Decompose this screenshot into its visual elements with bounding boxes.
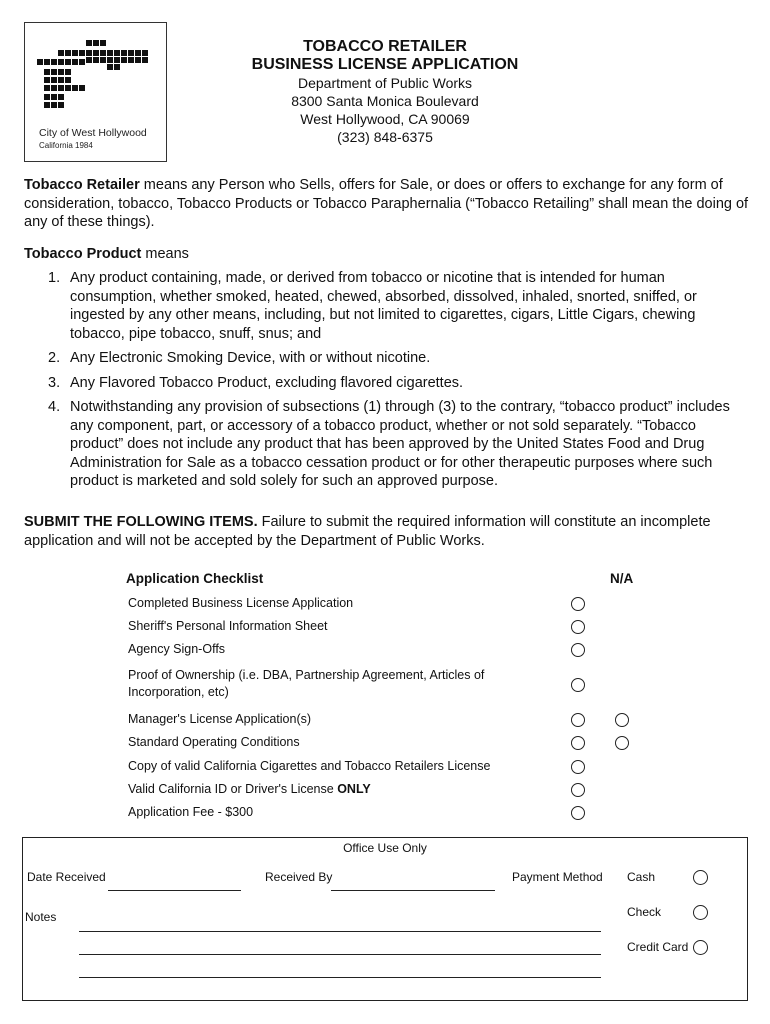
retailer-text: means any Person who Sells, offers for Sale, or does or offers to exchange for any form of consideration, tobacco, Tobacco Products or Tobacco Paraphernalia (“Tobacco Retailing” shall mean the doing of any of these things). (24, 177, 749, 230)
tobacco-product-definition (24, 245, 749, 264)
na-radio[interactable] (615, 736, 629, 750)
city-address: West Hollywood, CA 90069 (300, 111, 470, 127)
checklist-item-label-cont: Incorporation, etc) (128, 685, 229, 699)
list-item (24, 398, 749, 491)
cash-radio[interactable] (693, 870, 708, 885)
checklist-radio[interactable] (571, 643, 585, 657)
submit-heading: SUBMIT THE FOLLOWING ITEMS. (24, 514, 258, 530)
notes-line[interactable] (79, 954, 601, 955)
credit-card-radio[interactable] (693, 940, 708, 955)
checklist-item-label: Application Fee - $300 (128, 805, 254, 819)
na-radio[interactable] (615, 713, 629, 727)
received-by-field[interactable] (331, 890, 495, 891)
list-number: 1. (48, 270, 61, 286)
checklist-item-label: Proof of Ownership (i.e. DBA, Partnership Agreement, Articles of (128, 668, 485, 682)
checklist-item-label: Agency Sign-Offs (128, 642, 226, 656)
checklist-radio[interactable] (571, 783, 585, 797)
checklist-radio[interactable] (571, 678, 585, 692)
notes-line[interactable] (79, 977, 601, 978)
checklist-radio[interactable] (571, 713, 585, 727)
submit-instructions (24, 513, 749, 550)
checklist-radio[interactable] (571, 736, 585, 750)
checklist-item-label: Completed Business License Application (128, 596, 354, 610)
checklist-item-bold: ONLY (337, 782, 371, 796)
product-text: means (141, 246, 189, 262)
office-use-title: Office Use Only (343, 841, 427, 855)
checklist-radio[interactable] (571, 620, 585, 634)
product-term: Tobacco Product (24, 246, 142, 262)
notes-label: Notes (25, 910, 57, 924)
list-number: 3. (48, 374, 61, 391)
logo-year: California 1984 (39, 141, 93, 150)
city-logo (24, 22, 167, 162)
list-text: Any Electronic Smoking Device, with or without nicotine. (70, 350, 431, 366)
received-by-label: Received By (265, 870, 333, 884)
list-number: 4. (48, 399, 61, 415)
logo-city-name: City of West Hollywood (39, 127, 147, 139)
form-title-line2: BUSINESS LICENSE APPLICATION (251, 56, 519, 73)
list-text: Any product containing, made, or derived from tobacco or nicotine that is intended for human consumption, whether smoked, heated, chewed, absorbed, dissolved, inhaled, snorted, sniffed, or ingested by any other means, including, but not limited to cigarettes, cigars, Little Cigars, chewing tobacco, pipe tobacco, snuff, snus; and (70, 270, 697, 342)
checklist-radio[interactable] (571, 760, 585, 774)
office-use-box (22, 837, 748, 1001)
checklist-item-label: Standard Operating Conditions (128, 735, 300, 749)
list-item (24, 269, 749, 343)
checklist-item-label (128, 782, 371, 796)
check-radio[interactable] (693, 905, 708, 920)
form-header (200, 38, 570, 146)
tobacco-retailer-definition (24, 176, 749, 232)
tobacco-product-list (24, 269, 749, 497)
list-text: Any Flavored Tobacco Product, excluding flavored cigarettes. (70, 374, 464, 391)
na-column-heading: N/A (610, 571, 634, 586)
credit-card-label: Credit Card (627, 940, 689, 954)
list-text: Notwithstanding any provision of subsections (1) through (3) to the contrary, “tobacco product” includes any component, part, or accessory of a tobacco product, whether or not sold separately. “Tobacco product” does not include any product that has been approved by the United States Food and Drug Administration for Sale as a tobacco cessation product or for other therapeutic purposes where such product is marketed and sold solely for such an approved purpose. (70, 399, 730, 489)
checklist-item-text: Valid California ID or Driver's License (128, 782, 338, 796)
checklist-item-label: Copy of valid California Cigarettes and Tobacco Retailers License (128, 759, 491, 773)
list-item (24, 349, 749, 368)
checklist-heading: Application Checklist (126, 571, 264, 586)
department-name: Department of Public Works (297, 75, 473, 91)
list-number: 2. (48, 350, 61, 366)
check-label: Check (627, 905, 662, 919)
date-received-field[interactable] (108, 890, 241, 891)
checklist-radio[interactable] (571, 806, 585, 820)
payment-method-label: Payment Method (512, 870, 603, 884)
checklist-radio[interactable] (571, 597, 585, 611)
retailer-term: Tobacco Retailer (24, 177, 140, 193)
date-received-label: Date Received (27, 870, 106, 884)
form-title-line1: TOBACCO RETAILER (303, 38, 467, 55)
street-address: 8300 Santa Monica Boulevard (291, 93, 479, 109)
submit-text: Failure to submit the required information will constitute an incomplete application and will not be accepted by the Department of Public Works. (24, 514, 711, 549)
checklist-item-label: Sheriff's Personal Information Sheet (128, 619, 328, 633)
list-item (24, 374, 749, 393)
cash-label: Cash (627, 870, 656, 884)
city-logo-mark (37, 39, 157, 119)
phone-number: (323) 848-6375 (337, 129, 433, 145)
notes-line[interactable] (79, 931, 601, 932)
checklist-item-label: Manager's License Application(s) (128, 712, 312, 726)
